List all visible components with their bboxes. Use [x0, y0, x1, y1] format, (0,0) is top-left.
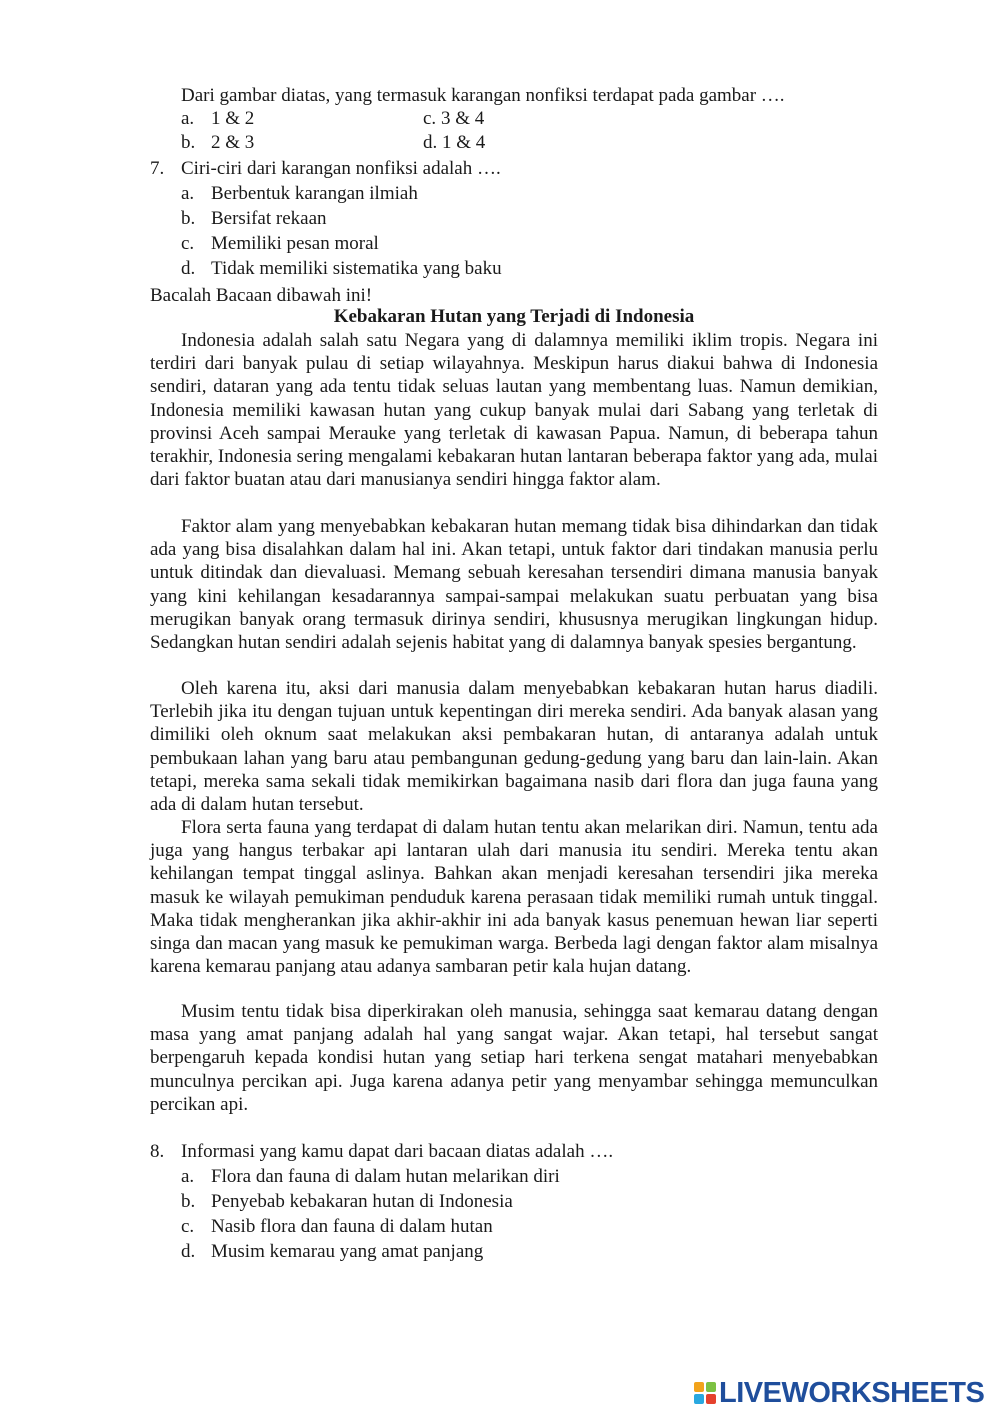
logo-square-icon: [706, 1394, 716, 1404]
question-6-option-a[interactable]: a. 1 & 2: [181, 108, 255, 129]
question-7-text: Ciri-ciri dari karangan nonfiksi adalah ….: [181, 158, 501, 179]
question-7-choice-a[interactable]: a. Berbentuk karangan ilmiah: [181, 183, 418, 204]
logo-square-icon: [694, 1382, 704, 1392]
logo-square-icon: [706, 1382, 716, 1392]
reading-paragraph: Faktor alam yang menyebabkan kebakaran hutan memang tidak bisa dihindarkan dan tidak ada yang bisa disalahkan dalam hal ini. Akan tetapi, untuk faktor dari tindakan manusia perlu untuk ditindak dan dievaluasi. Memang sebuah keresahan tersendiri dimana manusia banyak yang kini kehilangan kesadarannya sampai-sampai melakukan suatu perbuatan yang bisa merugikan banyak orang termasuk dirinya sendiri, khususnya merugikan lingkungan hidup. Sedangkan hutan sendiri adalah sejenis habitat yang di dalamnya banyak spesies bergantung.: [150, 516, 878, 654]
reading-title: Kebakaran Hutan yang Terjadi di Indonesia: [333, 306, 695, 327]
question-6-option-d[interactable]: d. 1 & 4: [423, 132, 486, 153]
question-7-number: 7.: [150, 158, 165, 179]
logo-square-icon: [694, 1394, 704, 1404]
liveworksheets-logo-text: LIVEWORKSHEETS: [719, 1377, 985, 1409]
reading-paragraph: Flora serta fauna yang terdapat di dalam hutan tentu akan melarikan diri. Namun, tentu ada juga yang hangus terbakar api lantaran ulah dari manusia itu sendiri. Mereka tentu akan kehilangan tempat tinggal aslinya. Bahkan akan menjadi keresahan tersendiri jika mereka masuk ke wilayah pemukiman penduduk karena perasaan tidak memiliki rumah untuk tinggal. Maka tidak mengherankan jika akhir-akhir ini ada banyak kasus penemuan hewan liar seperti singa dan macan yang masuk ke pemukiman warga. Berbeda lagi dengan faktor alam misalnya karena kemarau panjang atau adanya sambaran petir kala hujan datang.: [150, 817, 878, 978]
question-7-choice-c[interactable]: c. Memiliki pesan moral: [181, 233, 379, 254]
question-8-choice-d[interactable]: d. Musim kemarau yang amat panjang: [181, 1241, 484, 1262]
question-7-choice-b[interactable]: b. Bersifat rekaan: [181, 208, 327, 229]
question-8-choice-b[interactable]: b. Penyebab kebakaran hutan di Indonesia: [181, 1191, 513, 1212]
liveworksheets-logo[interactable]: [694, 1378, 984, 1408]
question-8-text: Informasi yang kamu dapat dari bacaan diatas adalah ….: [181, 1141, 614, 1162]
question-8-choice-a[interactable]: a. Flora dan fauna di dalam hutan melarikan diri: [181, 1166, 560, 1187]
question-6-option-c[interactable]: c. 3 & 4: [423, 108, 485, 129]
reading-paragraph: Oleh karena itu, aksi dari manusia dalam menyebabkan kebakaran hutan harus diadili. Terlebih jika itu dengan tujuan untuk kepentingan diri mereka sendiri. Ada banyak alasan yang dimiliki oleh oknum saat melakukan aksi pembakaran hutan, di antaranya adalah untuk pembukaan lahan yang baru atau pembangunan gedung-gedung yang baru dan lain-lain. Akan tetapi, mereka sama sekali tidak memikirkan bagaimana nasib dari flora dan juga fauna yang ada di dalam hutan tersebut.: [150, 678, 878, 816]
question-6-intro: Dari gambar diatas, yang termasuk karangan nonfiksi terdapat pada gambar ….: [181, 85, 785, 106]
question-6-option-b[interactable]: b. 2 & 3: [181, 132, 255, 153]
question-8-choice-c[interactable]: c. Nasib flora dan fauna di dalam hutan: [181, 1216, 493, 1237]
question-7-choice-d[interactable]: d. Tidak memiliki sistematika yang baku: [181, 258, 502, 279]
reading-instruction: Bacalah Bacaan dibawah ini!: [150, 285, 373, 306]
reading-paragraph: Musim tentu tidak bisa diperkirakan oleh manusia, sehingga saat kemarau datang dengan masa yang amat panjang adalah hal yang sangat wajar. Akan tetapi, hal tersebut sangat berpengaruh kepada kondisi hutan yang setiap hari terkena sengat matahari menyebabkan munculnya percikan api. Juga karena adanya petir yang menyambar sehingga memunculkan percikan api.: [150, 1001, 878, 1115]
liveworksheets-logo-icon: [694, 1382, 716, 1404]
reading-paragraph: Indonesia adalah salah satu Negara yang di dalamnya memiliki iklim tropis. Negara ini terdiri dari banyak pulau di setiap wilayahnya. Meskipun harus diakui bahwa di Indonesia sendiri, dataran yang ada tentu tidak seluas lautan yang membentang luas. Namun demikian, Indonesia memiliki kawasan hutan yang cukup banyak mulai dari Sabang yang terletak di provinsi Aceh sampai Merauke yang terletak di kawasan Papua. Namun, di beberapa tahun terakhir, Indonesia sering mengalami kebakaran hutan lantaran beberapa faktor yang ada, mulai dari faktor buatan atau dari manusianya sendiri hingga faktor alam.: [150, 330, 878, 491]
question-8-number: 8.: [150, 1141, 165, 1162]
